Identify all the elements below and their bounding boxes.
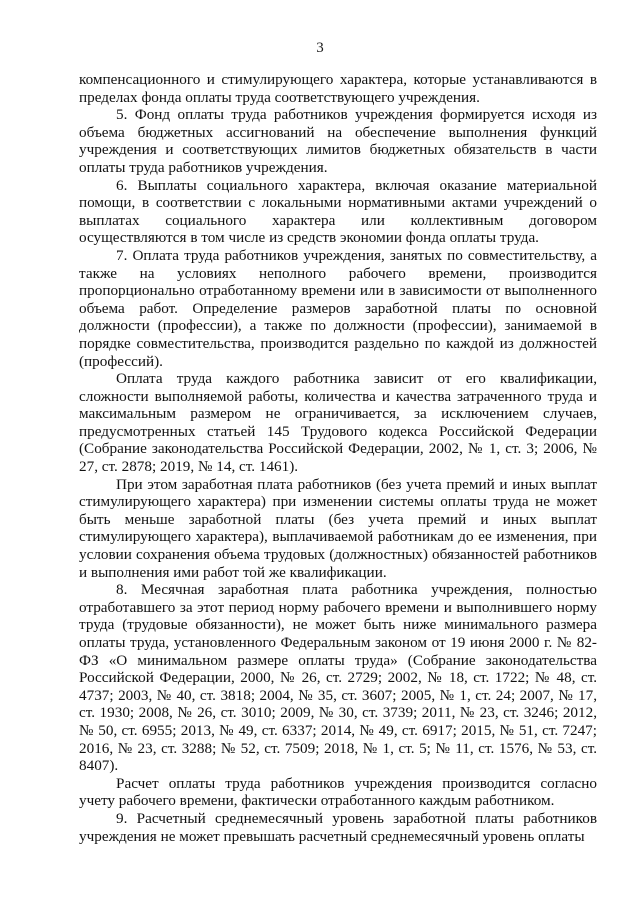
paragraph-time-accounting: Расчет оплаты труда работников учреждения производится согласно учету рабочего времени, фактически отработанного каждым работником. — [79, 774, 597, 810]
paragraph-9-average-salary: 9. Расчетный среднемесячный уровень заработной платы работников учреждения не может превышать расчетный среднемесячный уровень оплаты — [79, 809, 597, 845]
paragraph-8-minimum-wage: 8. Месячная заработная плата работника учреждения, полностью отработавшего за этот период норму рабочего времени и выполнившего норму труда (трудовые обязанности), не может быть ниже минимального размера оплаты труда, установленного Федеральным законом от 19 июня 2000 г. № 82-ФЗ «О минимальном размере оплаты труда» (Собрание законодательства Российской Федерации, 2000, № 26, ст. 2729; 2002, № 18, ст. 1722; № 48, ст. 4737; 2003, № 40, ст. 3818; 2004, № 35, ст. 3607; 2005, № 1, ст. 24; 2007, № 17, ст. 1930; 2008, № 26, ст. 3010; 2009, № 30, ст. 3739; 2011, № 23, ст. 3246; 2012, № 50, ст. 6955; 2013, № 49, ст. 6337; 2014, № 49, ст. 6917; 2015, № 51, ст. 7247; 2016, № 23, ст. 3288; № 52, ст. 7509; 2018, № 1, ст. 5; № 11, ст. 1576, № 53, ст. 8407). — [79, 581, 597, 775]
page-number: 3 — [316, 40, 324, 56]
paragraph-7-part-time-pay: 7. Оплата труда работников учреждения, занятых по совместительству, а также на условиях неполного рабочего времени, производится пропорционально отработанному времени или в зависимости от выполненного объема работ. Определение размеров заработной платы по основной должности (профессии), а также по должности (профессии), занимаемой в порядке совместительства, производится раздельно по каждой из должностей (профессий). — [79, 246, 597, 370]
document-body — [79, 71, 597, 845]
paragraph-6-social-payments: 6. Выплаты социального характера, включая оказание материальной помощи, в соответствии с локальными нормативными актами учреждений о выплатах социального характера или коллективным договором осуществляются в том числе из средств экономии фонда оплаты труда. — [79, 176, 597, 247]
paragraph-5-wage-fund: 5. Фонд оплаты труда работников учреждения формируется исходя из объема бюджетных ассигнований на обеспечение выполнения функций учреждения и соответствующих лимитов бюджетных обязательств в части оплаты труда работников учреждения. — [79, 106, 597, 176]
paragraph-continuation: компенсационного и стимулирующего характера, которые устанавливаются в пределах фонда оплаты труда соответствующего учреждения. — [79, 71, 597, 106]
paragraph-system-change-pay: При этом заработная плата работников (без учета премий и иных выплат стимулирующего характера) при изменении системы оплаты труда не может быть меньше заработной платы (без учета премий и иных выплат стимулирующего характера), выплачиваемой работникам до ее изменения, при условии сохранения объема трудовых (должностных) обязанностей работников и выполнения ими работ той же квалификации. — [79, 475, 597, 581]
paragraph-qualification-pay: Оплата труда каждого работника зависит от его квалификации, сложности выполняемой работы, количества и качества затраченного труда и максимальным размером не ограничивается, за исключением случаев, предусмотренных статьей 145 Трудового кодекса Российской Федерации (Собрание законодательства Российской Федерации, 2002, № 1, ст. 3; 2006, № 27, ст. 2878; 2019, № 14, ст. 1461). — [79, 370, 597, 476]
